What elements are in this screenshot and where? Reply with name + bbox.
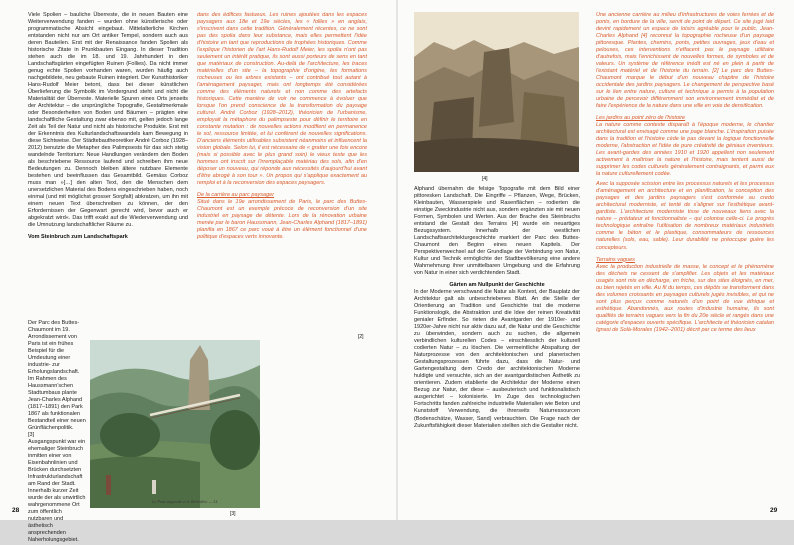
- paragraph: dans des édifices fastueux. Les ruines ajoutées dans les espaces paysagers aux 18e et 19e siècles, les « follies » en anglais, s'inscrivent dans cette tradition. Généralement récentes, ce ne sont pas des spolia dans leur substance, mais elles permettent l'idée d'histoire en tant que reproductions de trophées historiques. Comme l'explique l'historien de l'art Hans-Rudolf Meier, les spolia n'ont pas seulement un intérêt pratique, ils sont aussi porteurs de sens en tant que matériaux de construction. Au-delà de l'architecture, les traces matérielles d'un site – la topographie d'origine, les formations rocheuses ou les arbres existants – ont contribué tout autant à l'aménagement paysager, mais ont longtemps été considérées comme des éléments naturels et non comme des artefacts historiques. Cette manière de voir ne commence à évoluer que lorsque l'on prend conscience de la transformation du paysage culturel. André Corboz (1928–2012), théoricien de l'urbanisme, employait la métaphore du palimpseste pour définir le territoire en constante mutation : de nouvelles actions modifient en permanence le sol, ressource limitée, et lui confèrent de nouvelles significations. D'anciens éléments utilisables subsistent néanmoins et influencent la vision globale. Selon lui, il est nécessaire de « gratter une fois encore (mais si possible avec le plus grand soin) le vieux texte que les hommes ont inscrit sur l'irremplaçable matériau des sols, afin d'en déposer un nouveau, qui réponde aux nécessités d'aujourd'hui avant d'être abrogé à son tour ». Un propos qui s'applique exactement au remploi et à la reconversion des espaces paysagers.: [197, 12, 367, 187]
- section-heading: Gärten am Nullpunkt der Geschichte: [449, 282, 545, 289]
- page-gutter: [396, 0, 398, 520]
- paragraph: Alphand übernahm die felsige Topografie mit dem Bild einer pittoresken Landschaft. Die Eingriffe – Pflanzen, Wege, Brücken, Kleinbauten, Wasserspiele und Rasenflächen – rodierten die einstige Zweckindustrie nicht aus, sondern ergänzten sie mit neuen Formen, Symbolen und Werten. Aus der Brache des Steinbruchs entstand die Gestalt des Terrains [4] wurde ein neuartiges Bezugssystem. Innerhalb der westlichen Landschaftsarchitekturgeschichte markiert der Parc des Buttes-Chaumont den Beginn eines neuen Kapitels. Der Perspektivenwechsel auf der Grundlage der Verbindung von Natur, Kultur und Technik ermöglichte der Stadtbevölkerung eine andere Wahrnehmung ihrer unmittelbaren Umgebung und die Erfahrung von Natur in einer sich verdichtenden Stadt.: [414, 186, 580, 277]
- paragraph: Avec la production industrielle de masse, le concept et le phénomène des déchets ne cessent de s'amplifier. Les objets et les matériaux usagés sont mis en décharge, en friche, sur des sites éloignés, en mer, ou bien rejetés en ville. Au fil du temps, ces dépôts se transforment dans des volumes croissants en paysages culturels jugés invisibles, et qui ne sont plus perçus comme naturels d'un point de vue éthique et esthétique. Abandonnés, aux routes d'industrie humaine, ils sont qualifiés de terrains vagues vers la fin du 20e siècle et rangés dans une catégorie d'espaces ouverts spécifique. L'architecte et théoricien catalan Ignasi de Solà-Morales (1942–2001) décrit par ce terme des lieux: [596, 263, 774, 333]
- paragraph: Situé dans le 19e arrondissement de Paris, le parc des Buttes-Chaumont est un exemple précoce de reconversion d'un site industriel en paysage de détente. Lors de la rénovation urbaine menée par le baron Haussmann, Jean-Charles Alphand (1817–1891) planifia en 1867 ce parc voué à être un élément fonctionnel d'une politique d'espaces verts innovante.: [197, 199, 367, 241]
- page-number-right: 29: [770, 507, 778, 514]
- figure-ref: [2]: [358, 334, 364, 340]
- right-col-french: [596, 12, 774, 510]
- left-col-german: [28, 12, 188, 320]
- postcard-illustration: [90, 340, 260, 508]
- section-heading-fr: De la carrière au parc paysager: [197, 192, 275, 199]
- figure-tag: [4]: [482, 176, 488, 182]
- paragraph: Viele Spolien – bauliche Überreste, die in neuen Bauten eine Weiterverwendung fanden – wurden ohne künstlerische oder programmatische Absicht eingebaut. Mittelalterliche Kirchen entstanden nicht nur am Ort antiker Tempel, sondern auch aus deren Bauteilen. Erst mit der Renaissance fanden Spolien als historische Zitate in Prunkbauten Eingang. In dieser Tradition stehen auch die im 18. und 19. Jahrhundert in den Landschaftsgärten eingefügten Ruinen (Follies). Da nicht immer genug echte Spolien vorhanden waren, wurden häufig auch nachgebildete, neu gebaute Ruinen integriert. Der Kunsthistoriker Hans-Rudolf Meier betont, dass bei dieser künstlichen Überlieferung die Symbolik im Vordergrund steht und nicht die Materialität der Überreste. Materielle Spuren eines Orts jenseits der Architektur – die ursprüngliche Topografie, Gestaltmerkmale oder Besonderheiten von Boden und Bäumen – prägten eine landschaftliche Gestaltung zwar ebenso mit, gelten jedoch lange Zeit als Teil der Natur und nicht als historische Produkte. Erst mit der Erkenntnis des Kulturlandschaftswandels kam Bewegung in diese Sichtweise. Der Städtebautheoretiker André Corboz (1928–2012) benutzte die Metapher des Palimpsests für das sich stetig wandelnde Territorium: Neue Handlungen verändern den Boden als beschriebene Ressource laufend und schreiben ihm neue Bedeutungen zu. Dennoch bleiben ältere nutzbare Elemente bestehen und beeinflussen das Gesamtbild. Gemäss Corboz muss man »[…] den alten Text, den die Menschen dem unersetzlichen Material des Bodens eingeschrieben haben, noch einmal (und mit möglichst grosser Sorgfalt) abkratzen, um ihn mit einem neuen Text überschreiben zu können, der den Erfordernissen der Gegenwart gerecht wird, bevor auch er abgekratzt wird«. Das trifft exakt auf die Wiederverwendung und die Umnutzung landschaftlicher Räume zu.: [28, 12, 188, 229]
- park-postcard-image: [90, 340, 260, 508]
- postcard-caption: Le Pont suspendu et le Belvédère — LL: [152, 499, 219, 504]
- section-heading-fr: Les jardins au point zéro de l'histoire: [596, 115, 686, 122]
- paragraph: Ausgangspunkt war ein ehemaliger Steinbruch inmitten einer von Eisenbahnlinien und Brücken durchsetzten Infrastrukturlandschaft am Rand der Stadt. Innerhalb kurzer Zeit wurde der als unwirtlich wahrgenommene Ort zum öffentlich nutzbaren und ästhetisch ansprechenden Naherholungsgebiet.: [28, 439, 86, 544]
- section-heading: Vom Steinbruch zum Landschaftspark: [28, 234, 128, 241]
- section-heading-fr: Terrains vagues: [596, 256, 635, 263]
- quarry-photo: [414, 12, 579, 172]
- paragraph: La nature comme contexte disparaît à l'époque moderne, le chantier architectural est envisagé comme une page blanche. L'inspiration puisée dans la tradition et l'histoire cède le pas devant la logique fonctionnelle moderne, l'abstraction et l'idée de pure créativité de géniaux inventeurs. Les avant-gardes des années 1910 et 1920 appellent non seulement activement à maîtriser la nature et l'histoire, mais tentent aussi de supprimer les codes culturels généralement contraignants, et parmi eux la nature culturellement codée.: [596, 122, 774, 178]
- paragraph: Der Parc des Buttes-Chaumont im 19. Arrondissement von Paris ist ein frühes Beispiel für die Umdeutung einer industrie- zur Erholungslandschaft. Im Rahmen des Haussmann'schen Stadtumbaus plante Jean-Charles Alphand (1817–1891) den Park 1867 als funktionalen Bestandteil einer neuen Grünflächenpolitik.: [28, 320, 86, 432]
- paragraph: In der Moderne verschwand die Natur als Kontext, der Bauplatz der Architektur galt als unbeschriebenes Blatt. An die Stelle der Orientierung an Tradition und Geschichte trat die moderne Funktionslogik, die Abstraktion und die Idee der reinen Kreativität genialer Erfinder. So rieten die Avantgarden der 1910er- und 1920er-Jahre nicht nur aktiv dazu auf, die Natur und die Geschichte zu überwinden, sondern auch zu suchen, die allgemein verbindlichen kulturellen Codes – einschliesslich der kulturell codierten Natur – zu löschen. Die vermeintliche Abspaltung der Naturprozesse von den architektonischen und planerischen Gestaltungsprozessen führte dazu, dass die Natur- und Gartengestaltung dem Credo der architektonischen Moderne huldigte und versuchte, sich an der avantgardistischen Ästhetik zu orientieren. Zudem etablierte die Architektur der Moderne einen Bezug zur Natur, der diese – ausbeuterisch und funktionalistisch ausgerichtet – kolonisierte. Im Zuge des technologischen Fortschritts fanden zahlreiche industrielle Materialien wie Beton und Kunststoff Verwendung, die ihrerseits Naturressourcen (Bodenschätze, Wasser, Sand) verbrauchten. Die Frage nach der Zukunftsfähigkeit dieser Materialien stellten sich die Gestalter nicht.: [414, 289, 580, 429]
- figure-ref: [3]: [28, 432, 35, 439]
- left-col-german-narrow: [28, 320, 86, 544]
- paragraph: Avec la supposée scission entre les processus naturels et les processus d'aménagement en architecture et en planification, la conception des paysages et des jardins paysagers s'est conformée au credo architectural moderniste, et tenté de s'aligner sur l'esthétique avant-gardiste. L'architecture moderniste tisse de nouveaux liens avec la nature – prédateur et fonctionnaliste – qui colonise celle-ci. Le progrès technologique entraîne l'utilisation de nombreux matériaux industriels comme le béton et le plastique, consommateurs de ressources naturelles (sols, eau, sable). Leur durabilité ne préoccupe guère les concepteurs.: [596, 181, 774, 251]
- page-number-left: 28: [12, 507, 20, 514]
- paragraph: Une ancienne carrière au milieu d'infrastructures de voies ferrées et de ponts, en bordure de la ville, servit de point de départ. Ce site jugé laid devint rapidement un espace de loisirs agréable pour le public. Jean-Charles Alphand [4] reconnut la topographie rocheuse d'un paysage pittoresque. Plantes, chemins, ponts, petites ouvrages, jeux d'eau et pelouses, ces interventions n'effacent pas le paysage utilitaire d'autrefois, mais l'enrichissent de nouvelles formes, de symboles et de valeurs. Un système de référence inédit est né en plein à partir de l'existant matériel et de l'historie du terrain. [2] Le parc des Buttes-Chaumont marque le début d'un nouveau chapitre de l'histoire occidentale des jardins paysagers. Le changement de perspective basé sur le lien entre nature, culture et technique a permis à la population urbaine de percevoir différemment son environnement immédiat et de faire l'expérience de la nature dans une ville en voie de densification.: [596, 12, 774, 110]
- left-col-french: [197, 12, 367, 337]
- figure-tag: [3]: [230, 511, 236, 517]
- sepia-photo-illustration: [414, 12, 579, 172]
- right-col-german: [414, 186, 580, 511]
